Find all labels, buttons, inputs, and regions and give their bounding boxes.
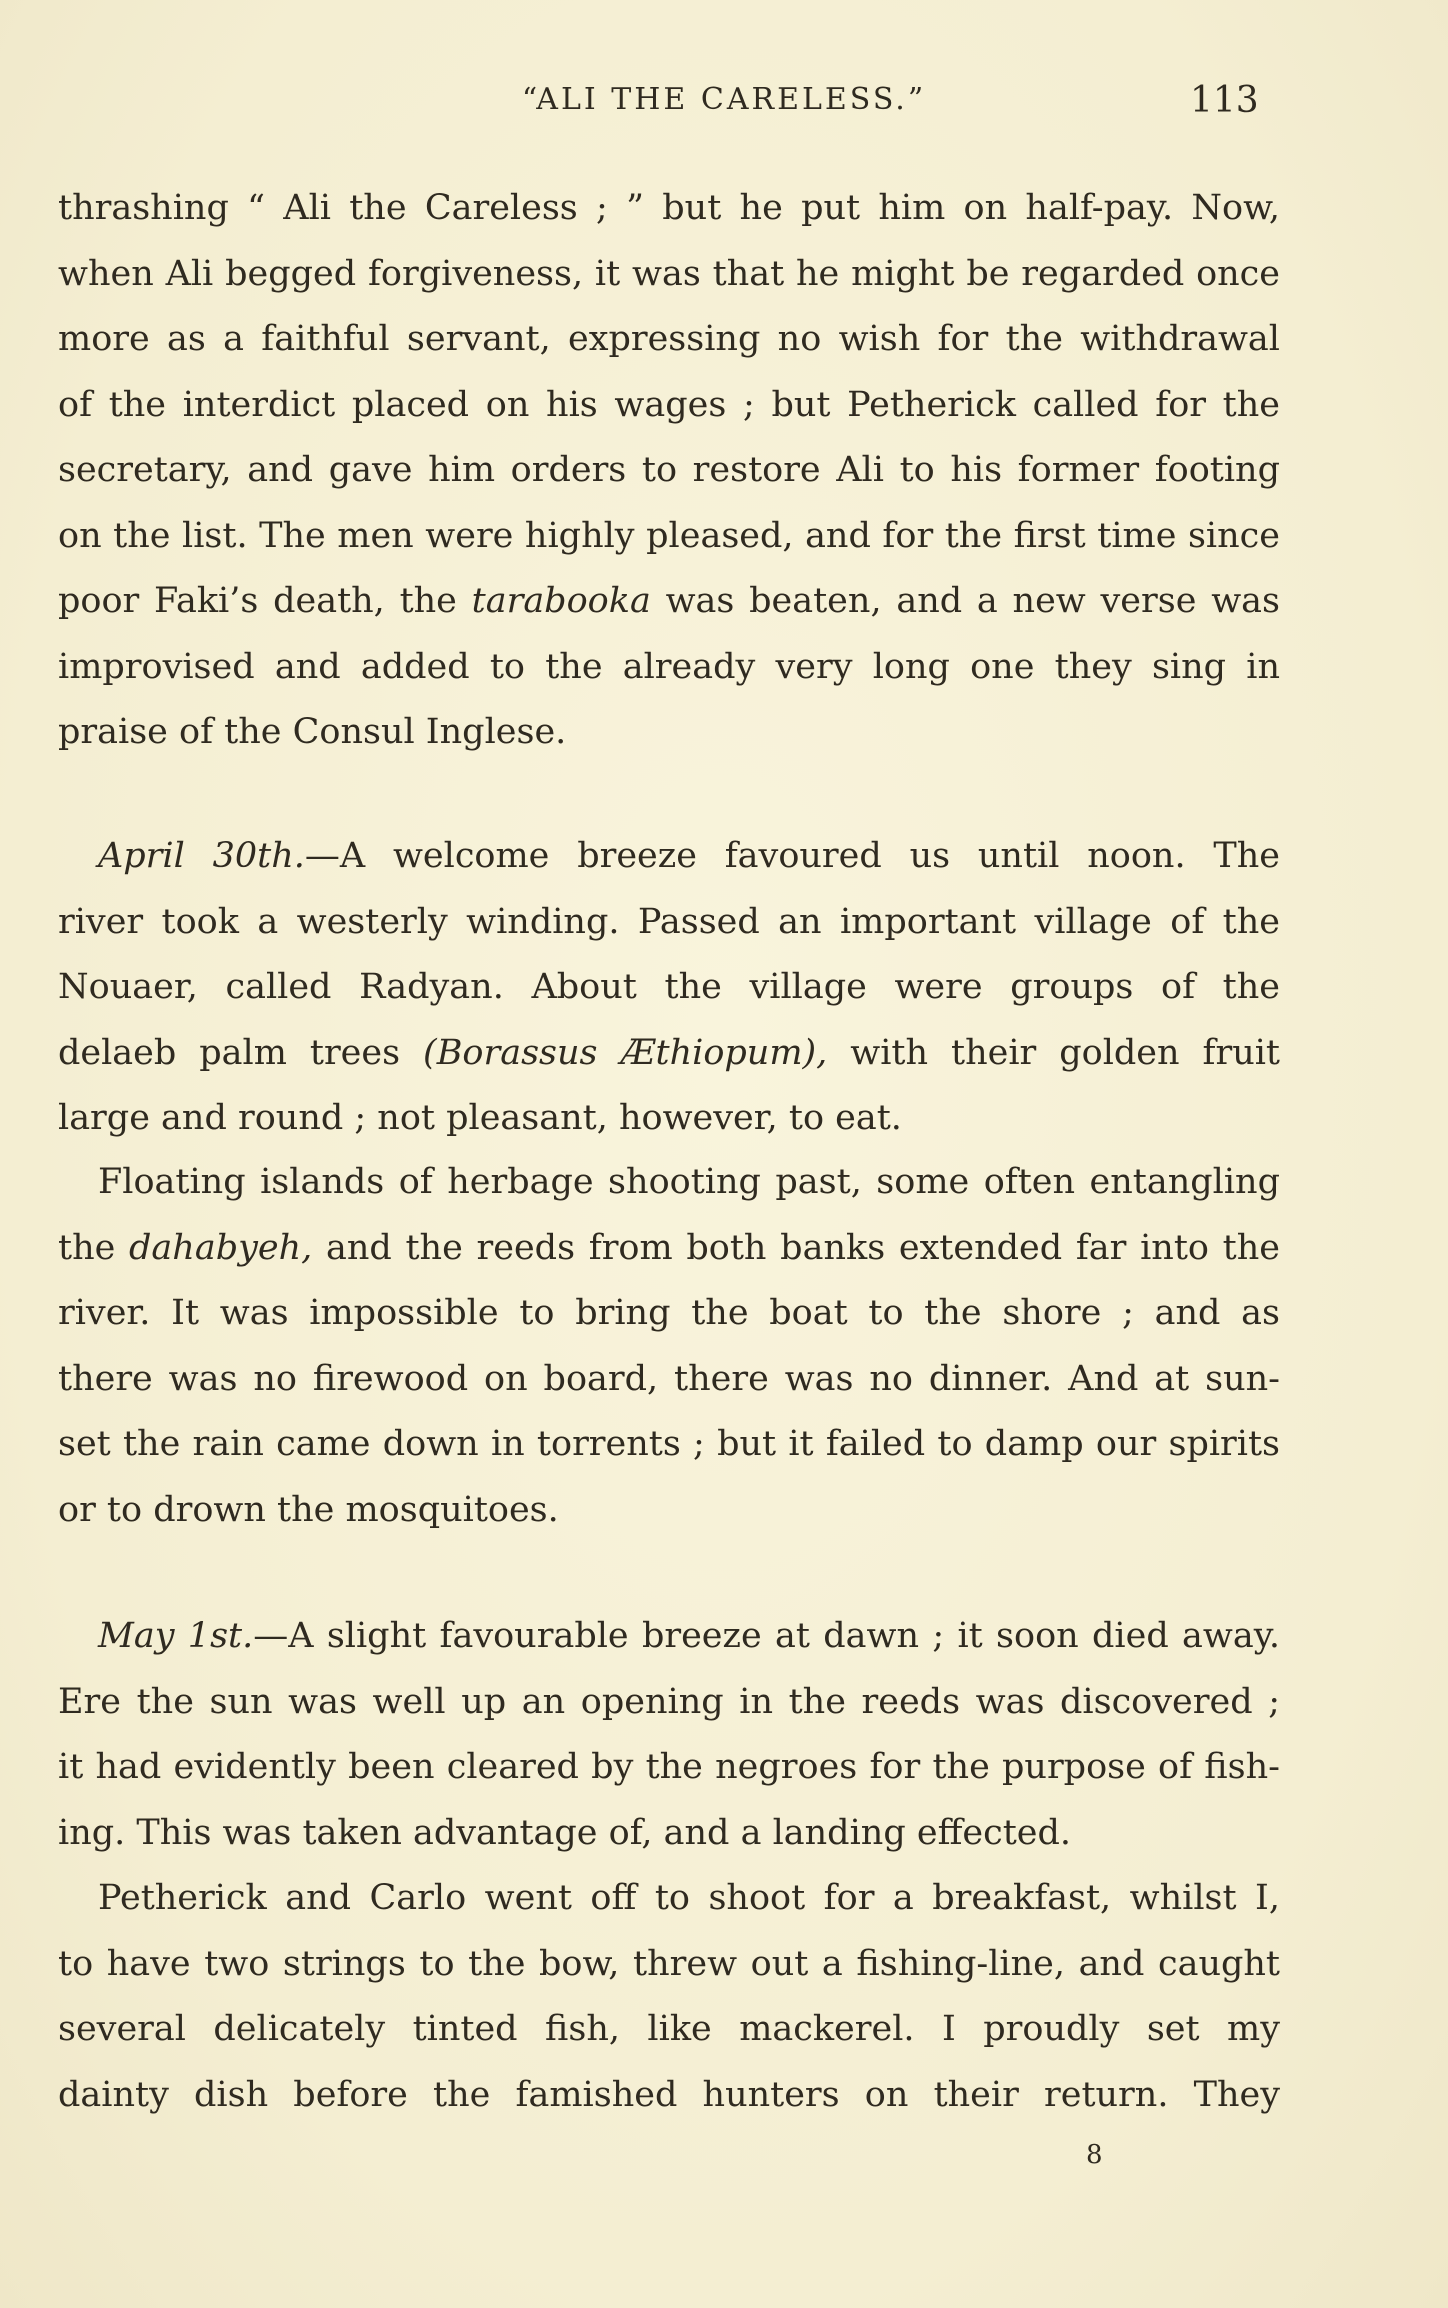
paragraph-1 — [58, 176, 1280, 766]
text-segment: poor Faki’s death, the — [58, 581, 472, 621]
text-segment: —A slight favourable breeze at dawn ; it soon died away. — [253, 1616, 1280, 1656]
text-line: thrashing “ Ali the Careless ; ” but he put him on half-pay. Now, — [58, 188, 1280, 228]
text-line: ing. This was taken advantage of, and a landing effected. — [58, 1812, 1072, 1853]
paragraph-2 — [58, 824, 1280, 1152]
text-segment: the — [58, 1227, 130, 1268]
text-line: Ere the sun was well up an opening in the reeds was discovered ; — [58, 1681, 1280, 1722]
paragraph-5 — [58, 1866, 1280, 2128]
text-segment: and the reeds from both banks extended far into the — [312, 1227, 1280, 1268]
text-line: Nouaer, called Radyan. About the village were groups of the — [58, 967, 1280, 1007]
text-line — [58, 569, 1280, 635]
text-line: more as a faithful servant, expressing no wish for the withdrawal — [58, 319, 1280, 359]
text-segment: delaeb palm trees — [58, 1032, 424, 1073]
italic-term: dahabyeh, — [129, 1227, 313, 1268]
text-segment: with their golden fruit — [827, 1032, 1280, 1073]
text-line: on the list. The men were highly pleased, and for the first time since — [58, 515, 1280, 556]
text-line — [58, 1021, 1280, 1087]
text-line: large and round ; not pleasant, however, to eat. — [58, 1098, 902, 1138]
paragraph-3 — [58, 1150, 1280, 1543]
text-line: set the rain came down in torrents ; but it failed to damp our spirits — [58, 1424, 1280, 1464]
text-line: improvised and added to the already very long one they sing in — [58, 646, 1280, 687]
text-line — [58, 1604, 1280, 1670]
text-line — [58, 824, 1280, 890]
text-line: when Ali begged forgiveness, it was that he might be regarded once — [58, 253, 1280, 294]
text-line: it had evidently been cleared by the negroes for the purpose of fish- — [58, 1747, 1280, 1787]
paragraph-4 — [58, 1604, 1280, 1866]
signature-mark: 8 — [1086, 2140, 1103, 2170]
text-line: Floating islands of herbage shooting past, some often entangling — [98, 1162, 1280, 1202]
latin-name: (Borassus Æthiopum), — [423, 1032, 828, 1073]
text-line: river took a westerly winding. Passed an important village of the — [58, 901, 1280, 942]
text-line: of the interdict placed on his wages ; but Petherick called for the — [58, 384, 1280, 425]
page-number: 113 — [1190, 80, 1259, 121]
running-head-title: “ALI THE CARELESS.” — [521, 82, 927, 117]
text-line: secretary, and gave him orders to restore Ali to his former footing — [58, 450, 1280, 490]
text-line — [58, 1216, 1280, 1282]
text-line: Petherick and Carlo went off to shoot for a breakfast, whilst I, — [98, 1878, 1280, 1918]
text-line: river. It was impossible to bring the boat to the shore ; and as — [58, 1293, 1280, 1333]
italic-term: tarabooka — [471, 581, 651, 621]
entry-date: May 1st. — [98, 1616, 254, 1656]
text-line: several delicately tinted fish, like mackerel. I proudly set my — [58, 2009, 1280, 2049]
text-line: there was no firewood on board, there was no dinner. And at sun- — [58, 1358, 1280, 1399]
text-line: dainty dish before the famished hunters on their return. They — [58, 2074, 1280, 2115]
text-line: to have two strings to the bow, threw out a fishing-line, and caught — [58, 1943, 1280, 1984]
text-line: or to drown the mosquitoes. — [58, 1489, 559, 1530]
text-segment: was beaten, and a new verse was — [650, 581, 1280, 621]
text-segment: —A welcome breeze favoured us until noon. The — [304, 836, 1280, 876]
text-line: praise of the Consul Inglese. — [58, 712, 567, 752]
entry-date: April 30th. — [98, 836, 305, 876]
